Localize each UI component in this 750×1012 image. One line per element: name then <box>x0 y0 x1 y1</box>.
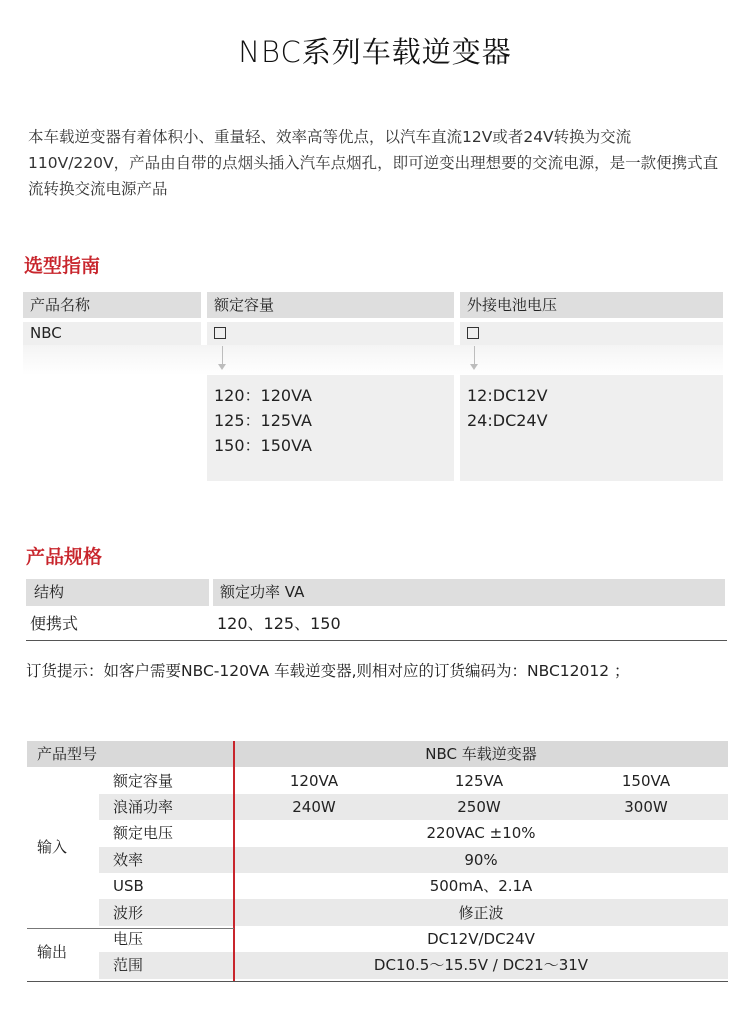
spec-table <box>27 741 728 979</box>
voltage-option: 24:DC24V <box>467 411 548 430</box>
capacity-option: 120：120VA <box>214 386 312 405</box>
row-label: 浪涌功率 <box>99 794 234 820</box>
cell-value: 500mA、2.1A <box>429 877 533 896</box>
cell-value: 修正波 <box>234 899 728 925</box>
row-label: 电压 <box>113 929 144 948</box>
voltage-arrow-down-icon <box>470 364 478 370</box>
table-row <box>27 794 728 820</box>
row-label: 额定容量 <box>113 771 174 790</box>
input-label: 输入 <box>37 837 68 856</box>
model-value: NBC 车载逆变器 <box>234 741 728 767</box>
voltage-option: 12:DC12V <box>467 386 548 405</box>
voltage-options-box <box>460 375 723 481</box>
capacity-arrow-line <box>222 346 223 366</box>
cell-value: 120VA <box>289 771 339 790</box>
model-label: 产品型号 <box>27 741 234 767</box>
row-label: 范围 <box>99 952 234 978</box>
cell-value: 240W <box>234 794 394 820</box>
selection-guide-heading: 选型指南 <box>24 255 101 277</box>
product-spec-heading: 产品规格 <box>26 546 103 568</box>
input-output-separator <box>27 928 234 929</box>
capacity-option: 125：125VA <box>214 411 312 430</box>
guide-header-product-name: 产品名称 <box>23 292 201 318</box>
table-red-divider <box>233 741 235 981</box>
table-row <box>27 873 728 899</box>
cell-value: 125VA <box>454 771 504 790</box>
table-row <box>27 926 728 952</box>
guide-header-capacity: 额定容量 <box>207 292 454 318</box>
capacity-checkbox-icon <box>214 327 226 339</box>
capacity-code-box <box>207 322 454 345</box>
row-label: 额定电压 <box>113 824 174 843</box>
table-row <box>27 820 728 846</box>
guide-fade-band <box>23 345 723 375</box>
table-row <box>27 899 728 925</box>
cell-value: 150VA <box>621 771 671 790</box>
voltage-checkbox-icon <box>467 327 479 339</box>
table-row <box>27 767 728 793</box>
page-title: NBC系列车载逆变器 <box>238 35 512 69</box>
cell-value: 90% <box>234 847 728 873</box>
intro-paragraph: 本车载逆变器有着体积小、重量轻、效率高等优点，以汽车直流12V或者24V转换为交流110V/220V，产品由自带的点烟头插入汽车点烟孔，即可逆变出理想要的交流电源，是一款便携式直流转换交流电源产品 <box>28 128 719 198</box>
capacity-options-box <box>207 375 454 481</box>
capacity-arrow-down-icon <box>218 364 226 370</box>
cell-value: 300W <box>564 794 728 820</box>
voltage-code-box <box>460 322 723 345</box>
table-row <box>27 741 728 767</box>
order-note: 订货提示：如客户需要NBC-120VA 车载逆变器,则相对应的订货编码为：NBC12012 ； <box>26 662 630 680</box>
table-bottom-rule <box>27 981 728 982</box>
voltage-arrow-line <box>474 346 475 366</box>
spec-header-structure: 结构 <box>26 579 209 606</box>
cell-value: DC10.5～15.5V / DC21～31V <box>234 952 728 978</box>
output-label: 输出 <box>37 943 68 962</box>
row-label: 效率 <box>99 847 234 873</box>
row-label: 波形 <box>99 899 234 925</box>
cell-value: 250W <box>394 794 564 820</box>
cell-value: 220VAC ±10% <box>426 824 536 843</box>
capacity-option: 150：150VA <box>214 436 312 455</box>
spec-bottom-rule <box>26 640 727 641</box>
table-row <box>27 847 728 873</box>
row-label: USB <box>113 877 144 896</box>
spec-power-value: 120、125、150 <box>217 614 341 633</box>
spec-structure-value: 便携式 <box>30 614 79 633</box>
guide-header-voltage: 外接电池电压 <box>460 292 723 318</box>
cell-value: DC12V/DC24V <box>427 929 535 948</box>
spec-header-power: 额定功率 VA <box>213 579 725 606</box>
table-row <box>27 952 728 978</box>
guide-product-value: NBC <box>23 322 201 345</box>
